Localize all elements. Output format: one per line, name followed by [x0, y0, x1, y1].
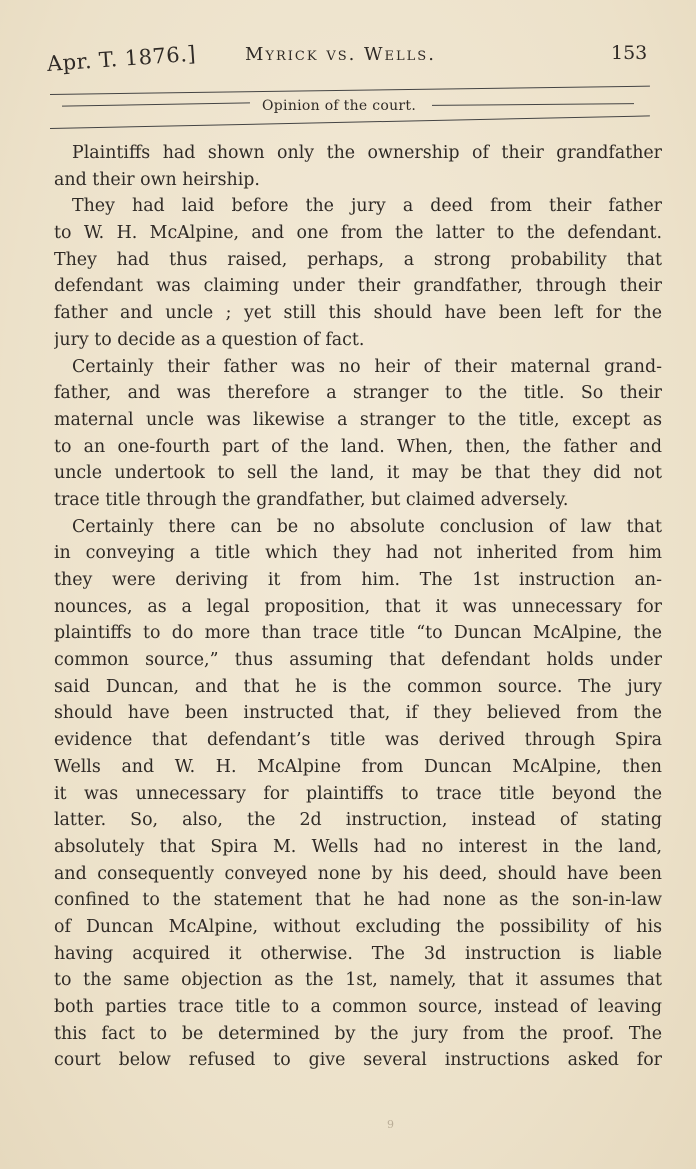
text-line: father and uncle ; yet still this should have been left for the [54, 303, 662, 324]
header-rule-bottom [50, 115, 650, 129]
text-line: of Duncan McAlpine, without excluding the possibility of his [54, 916, 662, 937]
text-line: should have been instructed that, if they believed from the [54, 703, 662, 724]
text-line: They had thus raised, perhaps, a strong probability that [54, 249, 662, 270]
text-line: jury to decide as a question of fact. [54, 329, 365, 350]
text-line: Plaintiffs had shown only the ownership of their grandfather [72, 143, 662, 163]
text-line: Certainly their father was no heir of their maternal grand- [72, 356, 662, 377]
text-line: common source,” thus assuming that defendant holds under [54, 650, 662, 671]
text-line: Wells and W. H. McAlpine from Duncan McAlpine, then [54, 756, 662, 777]
text-line: said Duncan, and that he is the common source. The jury [54, 676, 662, 697]
text-line: trace title through the grandfather, but claimed adversely. [54, 489, 569, 510]
footer-mark: 9 [387, 1118, 394, 1131]
text-line: to an one-fourth part of the land. When, then, the father and [54, 436, 662, 457]
section-subtitle: Opinion of the court. [262, 98, 417, 114]
text-line: defendant was claiming under their grandfather, through their [54, 276, 662, 297]
text-line: evidence that defendant’s title was derived through Spira [54, 730, 662, 751]
text-line: and consequently conveyed none by his deed, should have been [54, 863, 662, 884]
running-title: Myrick vs. Wells. [245, 44, 436, 65]
text-line: this fact to be determined by the jury from the proof. The [54, 1023, 662, 1044]
text-line: to W. H. McAlpine, and one from the latter to the defendant. [54, 223, 662, 244]
text-line: father, and was therefore a stranger to the title. So their [54, 383, 662, 404]
subtitle-rule-left [62, 102, 250, 106]
term-label: Apr. T. 1876.] [46, 41, 197, 76]
text-line: having acquired it otherwise. The 3d instruction is liable [54, 943, 662, 964]
text-line: latter. So, also, the 2d instruction, instead of stating [54, 810, 662, 831]
text-line: it was unnecessary for plaintiffs to trace title beyond the [54, 783, 662, 804]
page-header [0, 0, 696, 130]
text-line: uncle undertook to sell the land, it may be that they did not [54, 463, 662, 484]
opinion-text [54, 140, 662, 1074]
text-line: nounces, as a legal proposition, that it was unnecessary for [54, 596, 662, 617]
text-line: they were deriving it from him. The 1st instruction an- [54, 570, 662, 590]
text-line: and their own heirship. [54, 169, 260, 190]
text-line: in conveying a title which they had not inherited from him [54, 543, 662, 564]
text-line: to the same objection as the 1st, namely, that it assumes that [54, 970, 662, 991]
text-line: maternal uncle was likewise a stranger to the title, except as [54, 409, 662, 430]
text-line: plaintiffs to do more than trace title “to Duncan McAlpine, the [54, 623, 662, 644]
page-number: 153 [611, 42, 648, 64]
text-line: They had laid before the jury a deed from their father [72, 196, 662, 217]
text-line: both parties trace title to a common source, instead of leaving [54, 997, 662, 1017]
text-line: court below refused to give several instructions asked for [54, 1050, 662, 1071]
text-line: absolutely that Spira M. Wells had no interest in the land, [54, 836, 662, 857]
header-rule-top [50, 86, 650, 95]
text-line: Certainly there can be no absolute conclusion of law that [72, 516, 662, 537]
subtitle-rule-right [432, 103, 634, 106]
text-line: confined to the statement that he had none as the son-in-law [54, 890, 662, 911]
